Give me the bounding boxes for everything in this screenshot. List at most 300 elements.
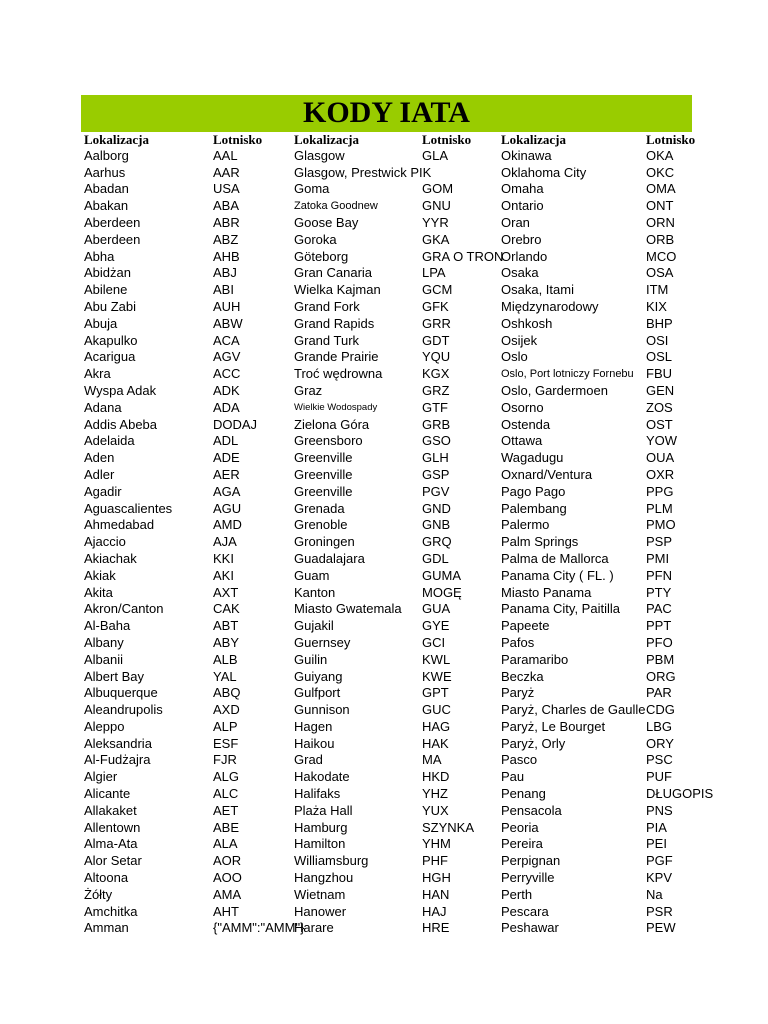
airport-code-cell: GKA [422, 231, 450, 247]
airport-code-cell: GSO [422, 433, 451, 449]
airport-code-cell: PHF [422, 853, 448, 869]
airport-code-cell: OMA [646, 181, 676, 197]
table-row [0, 836, 768, 853]
location-cell: Kanton [294, 584, 336, 600]
airport-code-cell: PSC [646, 752, 673, 768]
location-cell: Goose Bay [294, 214, 359, 230]
location-cell: Alma-Ata [84, 836, 138, 852]
location-cell: Grad [294, 752, 323, 768]
location-cell: Abilene [84, 282, 128, 298]
location-cell: Palma de Mallorca [501, 550, 609, 566]
location-cell: Goroka [294, 231, 337, 247]
airport-code-cell: KKI [213, 550, 234, 566]
location-cell: Peoria [501, 819, 539, 835]
location-cell: Adler [84, 466, 115, 482]
location-cell: Akiak [84, 567, 116, 583]
airport-code-cell: GYE [422, 618, 450, 634]
airport-code-cell: MCO [646, 248, 677, 264]
location-cell: Perpignan [501, 853, 561, 869]
table-row [0, 719, 768, 736]
location-cell: Algier [84, 769, 118, 785]
header-airport-3: Lotnisko [646, 132, 696, 147]
location-cell: Osorno [501, 399, 544, 415]
table-row [0, 870, 768, 887]
airport-code-cell: ABT [213, 618, 239, 634]
airport-code-cell: ALG [213, 769, 240, 785]
location-cell: Paryż [501, 685, 535, 701]
airport-code-cell: ORY [646, 735, 674, 751]
table-row [0, 786, 768, 803]
header-location-2: Lokalizacja [294, 132, 359, 147]
airport-code-cell: AET [213, 802, 239, 818]
airport-code-cell: ABY [213, 634, 240, 650]
location-cell: Pago Pago [501, 483, 566, 499]
airport-code-cell: YHM [422, 836, 451, 852]
location-cell: Abu Zabi [84, 298, 137, 314]
location-cell: Ajaccio [84, 534, 126, 550]
airport-code-cell: GCI [422, 634, 446, 650]
airport-code-cell: AGV [213, 349, 241, 365]
location-cell: Hamburg [294, 819, 348, 835]
airport-code-cell: ACA [213, 332, 240, 348]
location-cell: Hamilton [294, 836, 346, 852]
location-cell: Adana [84, 399, 122, 415]
airport-code-cell: GFK [422, 298, 449, 314]
airport-code-cell: AAL [213, 147, 238, 163]
location-cell: Abha [84, 248, 115, 264]
table-row [0, 501, 768, 518]
location-cell: Altoona [84, 870, 129, 886]
airport-code-cell: PAR [646, 685, 672, 701]
airport-code-cell: ALB [213, 651, 238, 667]
location-cell: Osijek [501, 332, 538, 348]
airport-code-cell: GRZ [422, 382, 450, 398]
location-cell: Greenville [294, 483, 353, 499]
location-cell: Żółty [84, 886, 113, 902]
airport-code-cell: GEN [646, 382, 675, 398]
location-cell: Miasto Gwatemala [294, 601, 402, 617]
table-row [0, 618, 768, 635]
airport-code-cell: PTY [646, 584, 672, 600]
location-cell: Ontario [501, 198, 544, 214]
table-row [0, 517, 768, 534]
airport-code-cell: OSI [646, 332, 669, 348]
page-title: KODY IATA [303, 96, 470, 129]
airport-code-cell: AAR [213, 164, 240, 180]
location-cell: Glasgow, Prestwick PIK [294, 164, 432, 180]
airport-code-cell: GND [422, 500, 451, 516]
airport-code-cell: {"AMM":"AMM"} [213, 920, 305, 936]
location-cell: Alor Setar [84, 853, 142, 869]
location-cell: Okinawa [501, 147, 552, 163]
location-cell: Allentown [84, 819, 141, 835]
location-cell: Panama City ( FL. ) [501, 567, 614, 583]
location-cell: Akita [84, 584, 113, 600]
airport-code-cell: PAC [646, 601, 672, 617]
airport-code-cell: YHZ [422, 786, 448, 802]
airport-code-cell: PMO [646, 517, 676, 533]
location-cell: Oran [501, 214, 530, 230]
location-cell: Oklahoma City [501, 164, 587, 180]
airport-code-cell: PFO [646, 634, 673, 650]
location-cell: Aleksandria [84, 735, 152, 751]
airport-code-cell: GRA O TRON [422, 248, 504, 264]
airport-code-cell: GUA [422, 601, 451, 617]
airport-code-cell: GOM [422, 181, 454, 197]
airport-code-cell: AKI [213, 567, 234, 583]
location-cell: Abidżan [84, 265, 131, 281]
airport-code-cell: YYR [422, 214, 449, 230]
airport-code-cell: GCM [422, 282, 453, 298]
location-cell: Albert Bay [84, 668, 144, 684]
airport-code-cell: PSP [646, 534, 673, 550]
airport-code-cell: ALA [213, 836, 238, 852]
location-cell: Aden [84, 450, 115, 466]
location-cell: Aalborg [84, 147, 129, 163]
airport-code-cell: HKD [422, 769, 450, 785]
airport-code-cell: GDT [422, 332, 450, 348]
airport-code-cell: YAL [213, 668, 237, 684]
location-cell: Osaka [501, 265, 539, 281]
airport-code-cell: GSP [422, 466, 450, 482]
airport-code-cell: MOGĘ [422, 584, 462, 600]
airport-code-cell: KWE [422, 668, 452, 684]
location-cell: Hakodate [294, 769, 350, 785]
airport-code-cell: YQU [422, 349, 451, 365]
airport-code-cell: PIA [646, 819, 667, 835]
airport-code-cell: FBU [646, 366, 672, 382]
airport-code-cell: ALP [213, 718, 238, 734]
table-row [0, 349, 768, 366]
airport-code-cell: AER [213, 466, 240, 482]
table-row [0, 702, 768, 719]
airport-code-cell: BHP [646, 315, 673, 331]
location-cell: Pau [501, 769, 525, 785]
airport-code-cell: PBM [646, 651, 675, 667]
location-cell: Grenada [294, 500, 345, 516]
table-row [0, 920, 768, 937]
location-cell: Ottawa [501, 433, 543, 449]
location-cell: Orebro [501, 231, 542, 247]
location-cell: Hangzhou [294, 870, 354, 886]
location-cell: Wielka Kajman [294, 282, 381, 298]
table-row [0, 299, 768, 316]
location-cell: Greensboro [294, 433, 363, 449]
location-cell: Groningen [294, 534, 355, 550]
airport-code-cell: GRR [422, 315, 451, 331]
airport-code-cell: OKC [646, 164, 675, 180]
location-cell: Palembang [501, 500, 567, 516]
airport-code-cell: HRE [422, 920, 450, 936]
location-cell: Grand Rapids [294, 315, 375, 331]
location-cell: Greenville [294, 466, 353, 482]
airport-code-cell: OSA [646, 265, 674, 281]
airport-code-cell: AGU [213, 500, 242, 516]
airport-code-cell: ZOS [646, 399, 673, 415]
airport-code-cell: PLM [646, 500, 673, 516]
location-cell: Abuja [84, 315, 118, 331]
table-row [0, 736, 768, 753]
iata-table [0, 131, 768, 937]
airport-code-cell: OKA [646, 147, 674, 163]
location-cell: Paryż, Orly [501, 735, 566, 751]
airport-code-cell: GUC [422, 702, 451, 718]
location-cell: Wagadugu [501, 450, 564, 466]
table-row [0, 316, 768, 333]
airport-code-cell: AHT [213, 903, 239, 919]
airport-code-cell: OXR [646, 466, 675, 482]
airport-code-cell: GPT [422, 685, 449, 701]
airport-code-cell: DŁUGOPIS [646, 786, 714, 802]
location-cell: Aguascalientes [84, 500, 173, 516]
location-cell: Paryż, Le Bourget [501, 718, 606, 734]
airport-code-cell: KPV [646, 870, 673, 886]
table-row [0, 534, 768, 551]
location-cell: Oxnard/Ventura [501, 466, 593, 482]
airport-code-cell: PMI [646, 550, 670, 566]
location-cell: Williamsburg [294, 853, 369, 869]
location-cell: Göteborg [294, 248, 349, 264]
airport-code-cell: PEI [646, 836, 667, 852]
location-cell: Abadan [84, 181, 129, 197]
airport-code-cell: AMA [213, 886, 242, 902]
location-cell: Papeete [501, 618, 550, 634]
airport-code-cell: AHB [213, 248, 240, 264]
airport-code-cell: PSR [646, 903, 673, 919]
airport-code-cell: DODAJ [213, 416, 258, 432]
airport-code-cell: HAN [422, 886, 450, 902]
table-row [0, 652, 768, 669]
location-cell: Halifaks [294, 786, 341, 802]
airport-code-cell: HAJ [422, 903, 447, 919]
header-airport-2: Lotnisko [422, 132, 472, 147]
location-cell: Abakan [84, 198, 129, 214]
airport-code-cell: GLA [422, 147, 449, 163]
table-row [0, 181, 768, 198]
location-cell: Wietnam [294, 886, 346, 902]
airport-code-cell: PUF [646, 769, 672, 785]
airport-code-cell: GNU [422, 198, 451, 214]
airport-code-cell: GNB [422, 517, 451, 533]
location-cell: Albuquerque [84, 685, 158, 701]
airport-code-cell: ABA [213, 198, 240, 214]
location-cell: Albany [84, 634, 124, 650]
location-cell: Goma [294, 181, 330, 197]
airport-code-cell: AOR [213, 853, 242, 869]
location-cell: Pafos [501, 634, 535, 650]
airport-code-cell: Na [646, 886, 663, 902]
location-cell: Akron/Canton [84, 601, 164, 617]
location-cell: Acarigua [84, 349, 136, 365]
location-cell: Amchitka [84, 903, 138, 919]
airport-code-cell: ABI [213, 282, 234, 298]
airport-code-cell: USA [213, 181, 240, 197]
airport-code-cell: ONT [646, 198, 674, 214]
airport-code-cell: GRQ [422, 534, 452, 550]
location-cell: Al-Fudżajra [84, 752, 151, 768]
location-cell: Pasco [501, 752, 538, 768]
airport-code-cell: ORN [646, 214, 675, 230]
location-cell: Gunnison [294, 702, 350, 718]
table-row [0, 568, 768, 585]
location-cell: Paryż, Charles de Gaulle [501, 702, 646, 718]
airport-code-cell: AUH [213, 298, 241, 314]
airport-code-cell: ADL [213, 433, 239, 449]
location-cell: Gran Canaria [294, 265, 373, 281]
airport-code-cell: ABE [213, 819, 240, 835]
location-cell: Gulfport [294, 685, 341, 701]
location-cell: Grande Prairie [294, 349, 379, 365]
table-row [0, 484, 768, 501]
airport-code-cell: ADK [213, 382, 240, 398]
table-row [0, 148, 768, 165]
location-cell: Grenoble [294, 517, 348, 533]
location-cell: Oslo, Port lotniczy Fornebu [501, 368, 634, 381]
location-cell: Akiachak [84, 550, 137, 566]
table-row [0, 551, 768, 568]
table-row [0, 853, 768, 870]
airport-code-cell: OSL [646, 349, 673, 365]
location-cell: Oslo [501, 349, 528, 365]
airport-code-cell: CAK [213, 601, 240, 617]
airport-code-cell: ABZ [213, 231, 239, 247]
location-cell: Palermo [501, 517, 550, 533]
location-cell: Plaża Hall [294, 802, 353, 818]
airport-code-cell: OST [646, 416, 673, 432]
table-row [0, 887, 768, 904]
location-cell: Międzynarodowy [501, 298, 599, 314]
airport-code-cell: ACC [213, 366, 241, 382]
location-cell: Amman [84, 920, 129, 936]
location-cell: Paramaribo [501, 651, 569, 667]
airport-code-cell: ABR [213, 214, 240, 230]
table-row [0, 685, 768, 702]
location-cell: Zatoka Goodnew [294, 200, 378, 213]
table-row [0, 366, 768, 383]
location-cell: Akra [84, 366, 111, 382]
table-row [0, 769, 768, 786]
table-header [0, 131, 768, 148]
table-row [0, 803, 768, 820]
airport-code-cell: AXT [213, 584, 239, 600]
location-cell: Peshawar [501, 920, 559, 936]
airport-code-cell: ITM [646, 282, 669, 298]
airport-code-cell: LPA [422, 265, 446, 281]
airport-code-cell: PGF [646, 853, 673, 869]
location-cell: Harare [294, 920, 334, 936]
location-cell: Palm Springs [501, 534, 579, 550]
airport-code-cell: HAG [422, 718, 451, 734]
table-row [0, 433, 768, 450]
location-cell: Aberdeen [84, 231, 141, 247]
location-cell: Beczka [501, 668, 544, 684]
location-cell: Pereira [501, 836, 543, 852]
airport-code-cell: AMD [213, 517, 242, 533]
location-cell: Al-Baha [84, 618, 131, 634]
location-cell: Zielona Góra [294, 416, 370, 432]
airport-code-cell: ORG [646, 668, 676, 684]
table-row [0, 635, 768, 652]
location-cell: Aleppo [84, 718, 125, 734]
airport-code-cell: AXD [213, 702, 240, 718]
airport-code-cell: SZYNKA [422, 819, 475, 835]
airport-code-cell: PNS [646, 802, 673, 818]
location-cell: Pensacola [501, 802, 562, 818]
location-cell: Oslo, Gardermoen [501, 382, 608, 398]
location-cell: Aleandrupolis [84, 702, 163, 718]
location-cell: Akapulko [84, 332, 138, 348]
airport-code-cell: HGH [422, 870, 451, 886]
airport-code-cell: ORB [646, 231, 675, 247]
title-banner [81, 95, 692, 132]
airport-code-cell: CDG [646, 702, 675, 718]
airport-code-cell: AOO [213, 870, 242, 886]
location-cell: Perryville [501, 870, 555, 886]
location-cell: Hagen [294, 718, 333, 734]
airport-code-cell: KGX [422, 366, 450, 382]
header-location-1: Lokalizacja [84, 132, 149, 147]
table-row [0, 249, 768, 266]
table-row [0, 265, 768, 282]
table-row [0, 601, 768, 618]
location-cell: Haikou [294, 735, 335, 751]
location-cell: Albanii [84, 651, 124, 667]
airport-code-cell: GDL [422, 550, 449, 566]
airport-code-cell: KWL [422, 651, 451, 667]
location-cell: Panama City, Paitilla [501, 601, 620, 617]
location-cell: Osaka, Itami [501, 282, 574, 298]
table-row [0, 585, 768, 602]
table-row [0, 467, 768, 484]
location-cell: Guilin [294, 651, 328, 667]
airport-code-cell: AGA [213, 483, 241, 499]
location-cell: Greenville [294, 450, 353, 466]
table-row [0, 752, 768, 769]
table-row [0, 232, 768, 249]
location-cell: Hanower [294, 903, 347, 919]
table-row [0, 198, 768, 215]
location-cell: Guiyang [294, 668, 343, 684]
airport-code-cell: ADA [213, 399, 240, 415]
airport-code-cell: GTF [422, 399, 448, 415]
airport-code-cell: ADE [213, 450, 240, 466]
table-row [0, 383, 768, 400]
location-cell: Grand Fork [294, 298, 360, 314]
location-cell: Oshkosh [501, 315, 553, 331]
airport-code-cell: PPT [646, 618, 672, 634]
airport-code-cell: ESF [213, 735, 239, 751]
header-airport-1: Lotnisko [213, 132, 263, 147]
table-row [0, 450, 768, 467]
location-cell: Adelaida [84, 433, 135, 449]
location-cell: Perth [501, 886, 533, 902]
header-location-3: Lokalizacja [501, 132, 566, 147]
table-row [0, 215, 768, 232]
airport-code-cell: PFN [646, 567, 672, 583]
location-cell: Ostenda [501, 416, 551, 432]
location-cell: Graz [294, 382, 323, 398]
table-row [0, 165, 768, 182]
location-cell: Orlando [501, 248, 548, 264]
table-row [0, 400, 768, 417]
location-cell: Penang [501, 786, 546, 802]
airport-code-cell: YUX [422, 802, 449, 818]
location-cell: Addis Abeba [84, 416, 158, 432]
location-cell: Glasgow [294, 147, 345, 163]
airport-code-cell: ABW [213, 315, 243, 331]
location-cell: Troć wędrowna [294, 366, 383, 382]
table-row [0, 820, 768, 837]
